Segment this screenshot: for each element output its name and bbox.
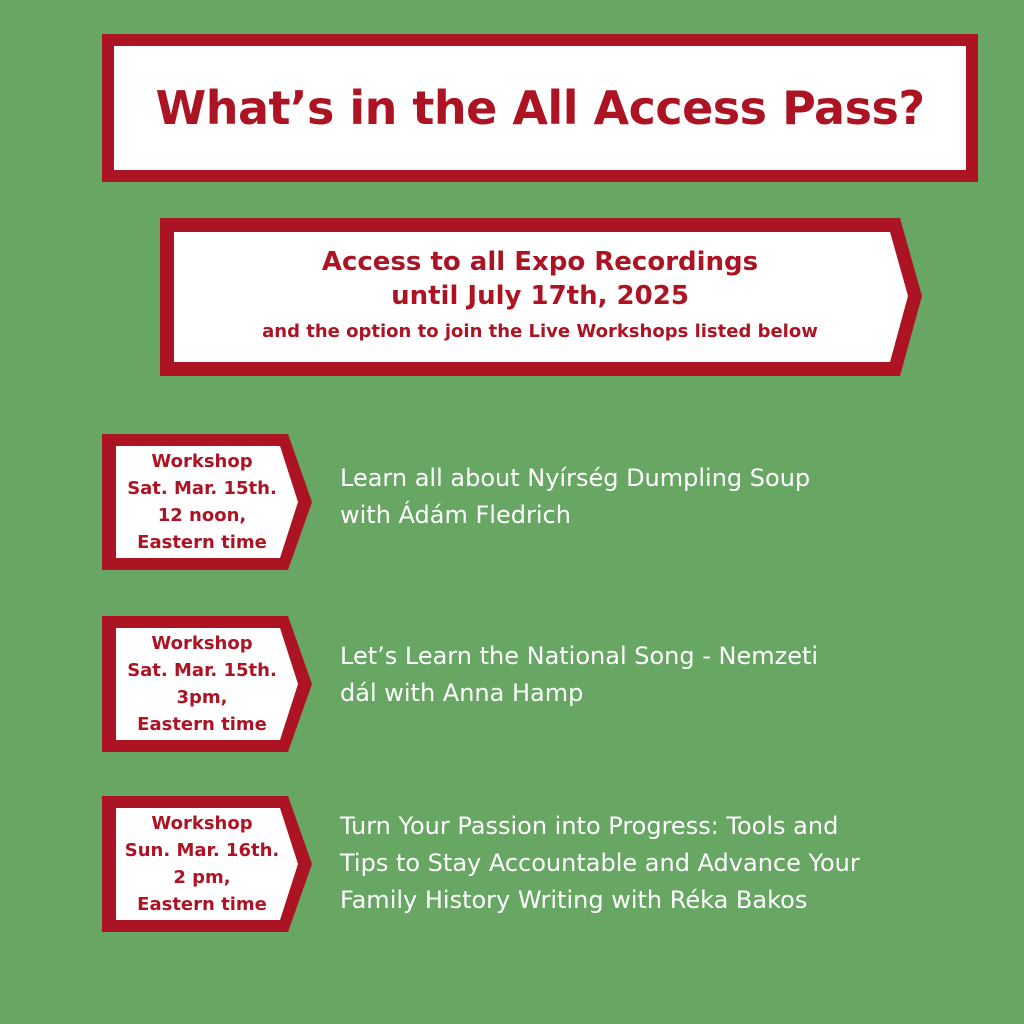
workshop-date: Sat. Mar. 15th.	[127, 478, 277, 499]
workshop-desc-line: Learn all about Nyírség Dumpling Soup	[340, 464, 811, 492]
workshop-timezone: Eastern time	[137, 714, 267, 735]
workshop-label: Workshop	[151, 813, 253, 834]
workshop-3-description	[340, 808, 940, 919]
title-banner	[102, 34, 978, 182]
access-workshops-note: and the option to join the Live Workshops listed below	[262, 321, 818, 342]
workshop-time: 2 pm,	[173, 867, 231, 888]
workshop-label: Workshop	[151, 451, 253, 472]
page-title: What’s in the All Access Pass?	[155, 81, 925, 135]
workshop-3-info	[102, 796, 302, 932]
workshop-1-info	[102, 434, 302, 570]
workshop-label: Workshop	[151, 633, 253, 654]
workshop-date: Sat. Mar. 15th.	[127, 660, 277, 681]
access-recordings-text: Access to all Expo Recordings	[321, 247, 759, 277]
workshop-desc-line: Tips to Stay Accountable and Advance Your	[340, 849, 860, 877]
workshop-desc-line: dál with Anna Hamp	[340, 679, 584, 707]
workshop-date: Sun. Mar. 16th.	[124, 840, 280, 861]
workshop-desc-line: Turn Your Passion into Progress: Tools and	[340, 812, 839, 840]
workshop-2-info	[102, 616, 302, 752]
workshop-desc-line: with Ádám Fledrich	[340, 501, 571, 529]
workshop-desc-line: Family History Writing with Réka Bakos	[340, 886, 808, 914]
workshop-1-description	[340, 460, 940, 534]
workshop-time: 3pm,	[176, 687, 228, 708]
access-info	[160, 218, 920, 374]
workshop-desc-line: Let’s Learn the National Song - Nemzeti	[340, 642, 819, 670]
access-deadline-text: until July 17th, 2025	[391, 281, 689, 311]
workshop-timezone: Eastern time	[137, 894, 267, 915]
workshop-timezone: Eastern time	[137, 532, 267, 553]
workshop-2-description	[340, 638, 940, 712]
workshop-time: 12 noon,	[157, 505, 247, 526]
